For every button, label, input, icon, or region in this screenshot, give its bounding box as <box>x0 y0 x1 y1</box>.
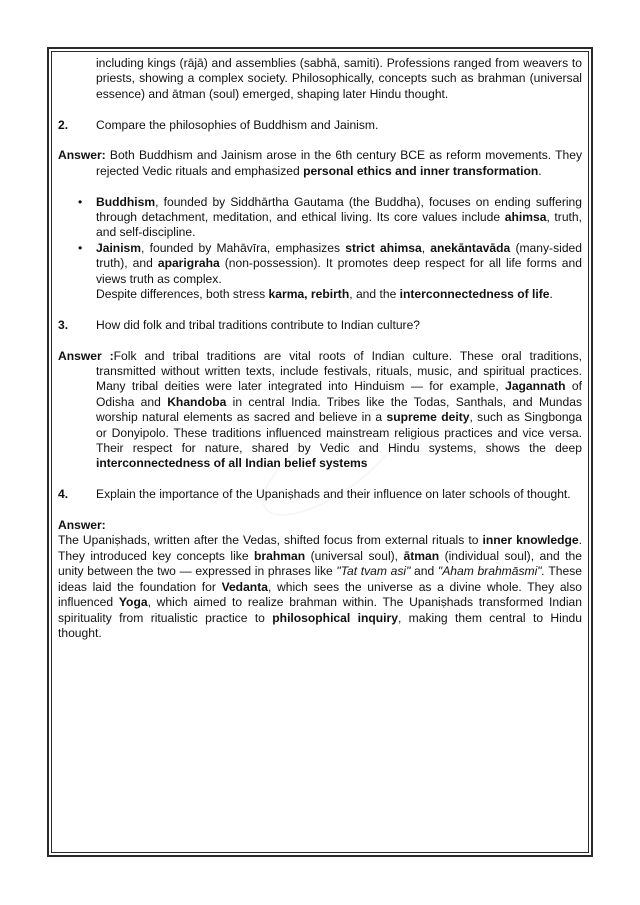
question-text: Explain the importance of the Upaniṣhads and their influence on later schools of thought. <box>96 487 571 502</box>
question-text: Compare the philosophies of Buddhism and Jainism. <box>96 117 379 132</box>
question-3 <box>58 318 582 333</box>
answer-4: The Upaniṣhads, written after the Vedas, shifted focus from external rituals to inner knowledge. They introduced key concepts like brahman (universal soul), ātman (individual soul), and the unity between the two — expressed in phrases like "Tat tvam asi" and "Aham brahmāsmi". These ideas laid the foundation for Vedanta, which sees the universe as a divine whole. They also influenced Yoga, which aimed to realize brahman within. The Upaniṣhads transformed Indian spirituality from ritualistic practice to philosophical inquiry, making them central to Hindu thought. <box>58 533 583 640</box>
question-4 <box>58 487 582 502</box>
document-body <box>58 56 582 641</box>
list-item: • Jainism, founded by Mahāvīra, emphasizes strict ahimsa, anekāntavāda (many-sided truth), and aparigraha (non-possession). It promotes deep respect for all life forms and views truth as complex. <box>58 241 582 287</box>
answer-label: Answer: <box>58 518 106 533</box>
answer-label: Answer: <box>58 148 106 163</box>
intro-continuation: including kings (rājā) and assemblies (sabhā, samiti). Professions ranged from weavers to priests, showing a complex society. Philosophically, concepts such as brahman (universal essence) and ātman (soul) emerged, shaping later Hindu thought. <box>96 56 582 101</box>
question-number: 2. <box>58 117 69 132</box>
answer-2: Answer: Both Buddhism and Jainism arose in the 6th century BCE as reform movements. They rejected Vedic rituals and emphasized personal ethics and inner transformation. <box>58 148 582 178</box>
question-number: 4. <box>58 487 69 502</box>
question-text: How did folk and tribal traditions contribute to Indian culture? <box>96 317 421 332</box>
question-number: 3. <box>58 317 69 332</box>
list-item: • Buddhism, founded by Siddhārtha Gautama (the Buddha), focuses on ending suffering through detachment, meditation, and ethical living. Its core values include ahimsa, truth, and self-discipline. <box>58 195 582 241</box>
answer-3: Answer :Folk and tribal traditions are vital roots of Indian culture. These oral traditions, transmitted without written texts, include festivals, rituals, music, and spiritual practices. Many tribal deities were later integrated into Hinduism — for example, Jagannath of Odisha and Khandoba in central India. Tribes like the Todas, Santhals, and Mundas worship natural elements as sacred and believe in a supreme deity, such as Singbonga or Donyipolo. These traditions influenced mainstream religious practices and vice versa. Their respect for nature, shared by Vedic and Hindu systems, shows the deep interconnectedness of all Indian belief systems <box>58 348 583 471</box>
question-2 <box>58 118 582 133</box>
answer-2-closing: Despite differences, both stress karma, rebirth, and the interconnectedness of life. <box>96 287 553 302</box>
answer-2-bullets <box>58 195 582 287</box>
answer-label: Answer : <box>58 348 114 363</box>
